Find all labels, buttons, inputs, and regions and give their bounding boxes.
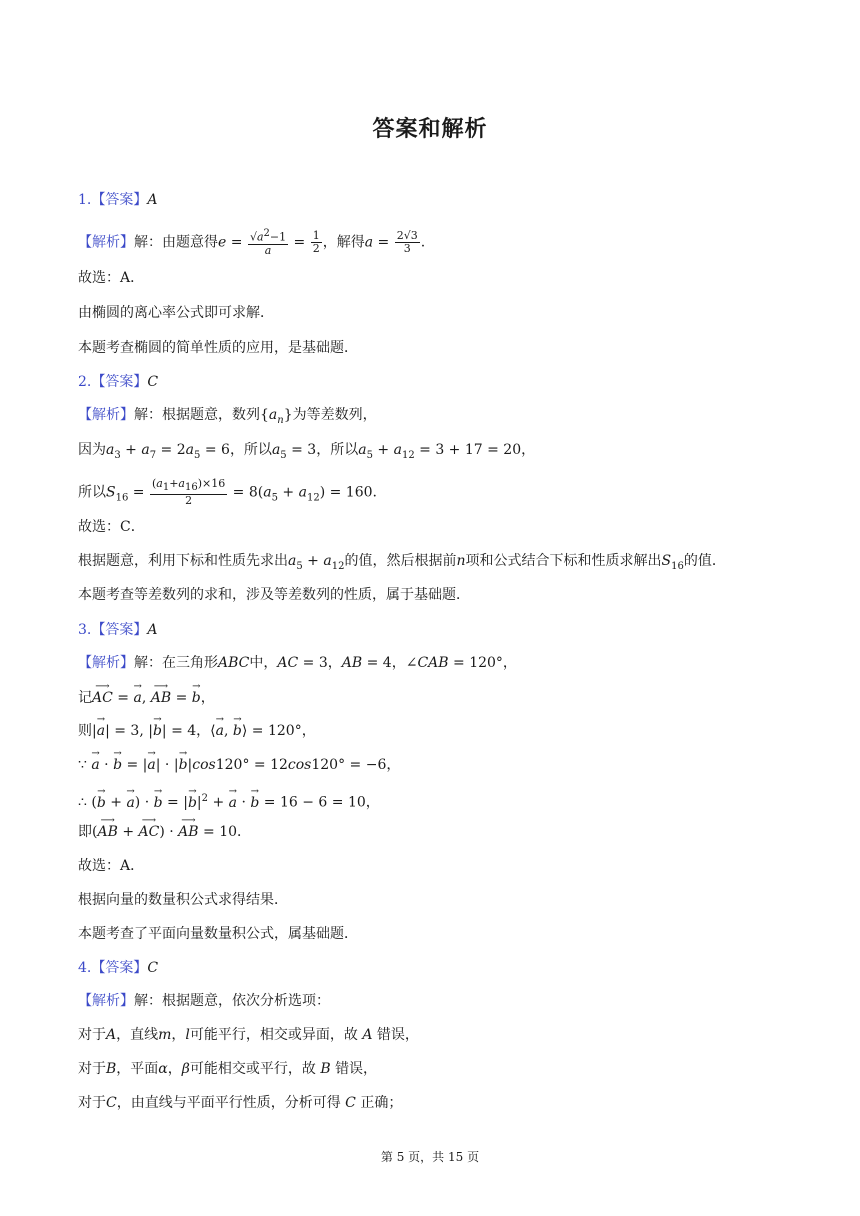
q2-answer: C xyxy=(147,374,159,390)
q1-text-2: ，解得 xyxy=(322,234,365,251)
q1-analysis-line: 【解析】解：由题意得e = $\frac{√a^2-1}{a}$ = $\frac{1}{2}$ ，解得a = $\frac{2√3}{3}$ . xyxy=(78,228,426,257)
analysis-label: 【解析】 xyxy=(78,407,134,423)
q2-line-3: 所以$S_{16}$ = $\frac{(a_1+a_{16})\times 16}{2}$ = $8(a_5 + a_{12}) = 160$. xyxy=(78,477,377,508)
q2-text: 根据题意，利用下标和性质先求出 xyxy=(78,553,288,569)
q2-text-b: 为等差数列， xyxy=(292,407,377,423)
q4-text: 对于 xyxy=(78,1061,106,1077)
q3-summary: 本题考查了平面向量数量积公式，属基础题． xyxy=(78,926,358,942)
q4-text: 对于 xyxy=(78,1027,106,1043)
q2-choice: 故选：C． xyxy=(78,519,145,535)
q4-line-4: 对于C，由直线与平面平行性质，分析可得 C 正确； xyxy=(78,1095,403,1111)
q2-text: 因为 xyxy=(78,442,106,458)
q3-line-6: 即(⟶ AB + ⟶ AC) · ⟶ AB = 10． xyxy=(78,822,820,842)
q1-choice: 故选：A． xyxy=(78,270,145,286)
page-title: 答案和解析 xyxy=(372,117,488,142)
analysis-label: 【解析】 xyxy=(78,234,134,251)
page-footer: 第 5 页，共 15 页 xyxy=(380,1150,480,1164)
q4-analysis-line xyxy=(78,991,820,1011)
q1-answer: A xyxy=(147,192,158,208)
q4-text: ，直线 xyxy=(116,1027,159,1043)
q3-line-3: 则|→ a| = 3, |→ b| = 4，⟨→ a, → b⟩ = 120°， xyxy=(78,721,820,741)
q2-line-2: 因为$a_3 + a_7 = 2a_5 = 6$，所以$a_5 = 3$，所以$a_5 + a_{12} = 3 + 17 = 20$， xyxy=(78,442,536,461)
q3-text: 记 xyxy=(78,690,92,706)
q3-answer: A xyxy=(147,622,158,638)
q3-choice: 故选：A． xyxy=(78,858,145,874)
q3-line-4: ∵ → a · → b = |→ a| · |→ b|cos120° = 12cos120° = −6， xyxy=(78,755,820,775)
q3-text: 中， xyxy=(249,655,278,671)
answer-label: 【答案】 xyxy=(91,960,148,976)
q1-method: 由椭圆的离心率公式即可求解． xyxy=(78,305,274,321)
answer-label: 【答案】 xyxy=(91,374,148,390)
q3-method: 根据向量的数量积公式求得结果． xyxy=(78,892,288,908)
q4-text: 可能平行，相交或异面，故 xyxy=(189,1027,358,1043)
q4-number: 4. xyxy=(78,960,92,976)
q4-text: 错误， xyxy=(335,1061,378,1077)
q3-line-5: ∴ (→ b + → a) · → b = |→ $b|^2$ + → a · → b = 16 − 6 = 10， xyxy=(78,789,820,813)
q2-summary: 本题考查等差数列的求和，涉及等差数列的性质，属于基础题． xyxy=(78,587,470,603)
q3-analysis-line: 【解析】解：在三角形ABC中，AC = 3，AB = 4，∠CAB = 120°， xyxy=(78,655,517,671)
q2-text: ，所以 xyxy=(229,442,272,458)
q3-number: 3. xyxy=(78,622,92,638)
analysis-label: 【解析】 xyxy=(78,655,134,671)
q2-number: 2. xyxy=(78,374,92,390)
q1-text: 解：由题意得 xyxy=(134,234,218,251)
q4-text: 可能相交或平行，故 xyxy=(189,1061,316,1077)
q2-text: 的值． xyxy=(683,553,726,569)
q2-answer-line xyxy=(78,372,820,392)
q1-number: 1. xyxy=(78,192,92,208)
q2-text: 所以 xyxy=(78,484,106,501)
q3-text: 解：在三角形 xyxy=(134,655,218,671)
q1-fraction: $\frac{√a^2-1}{a}$ xyxy=(249,228,287,257)
q4-text: 正确； xyxy=(360,1095,403,1111)
analysis-label: 【解析】 xyxy=(78,993,134,1009)
q1-answer-line xyxy=(78,190,820,210)
q3-line-2: 记⟶ AC = → a, ⟶ AB = → b， xyxy=(78,688,820,708)
q4-text: ，由直线与平面平行性质，分析可得 xyxy=(116,1095,341,1111)
q4-line-2: 对于A，直线m，l可能平行，相交或异面，故 A 错误， xyxy=(78,1027,419,1043)
q3-answer-line xyxy=(78,620,820,640)
q4-text: 解：根据题意，依次分析选项： xyxy=(134,993,330,1009)
q2-analysis-line: 【解析】解：根据题意，数列$\{a_n\}$为等差数列， xyxy=(78,407,377,426)
q2-text: 项和公式结合下标和性质求解出 xyxy=(465,553,662,569)
q4-answer: C xyxy=(147,960,159,976)
q3-text: 即 xyxy=(78,824,92,840)
q3-text: 则 xyxy=(78,723,92,739)
q4-line-3: 对于B，平面α，β可能相交或平行，故 B 错误， xyxy=(78,1061,378,1077)
q4-text: 对于 xyxy=(78,1095,106,1111)
q2-text: 解：根据题意，数列 xyxy=(134,407,260,423)
q4-text: ，平面 xyxy=(116,1061,159,1077)
q2-text: 的值，然后根据前 xyxy=(344,553,457,569)
answer-label: 【答案】 xyxy=(91,192,148,208)
q4-answer-line xyxy=(78,958,820,978)
q1-summary: 本题考查椭圆的简单性质的应用，是基础题． xyxy=(78,340,358,356)
q4-text: 错误， xyxy=(376,1027,419,1043)
q2-text: ，所以 xyxy=(316,442,359,458)
answer-label: 【答案】 xyxy=(91,622,148,638)
q2-method: 根据题意，利用下标和性质先求出$a_5 + a_{12}$的值，然后根据前n项和公式结合下标和性质求解出$S_{16}$的值． xyxy=(78,553,726,572)
